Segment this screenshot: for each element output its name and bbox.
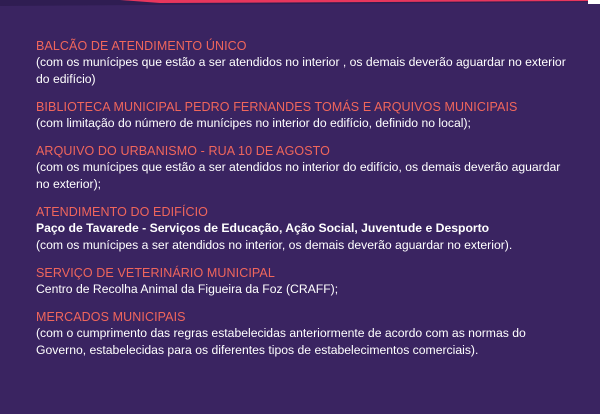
section-body: (com limitação do número de munícipes no interior do edifício, definido no local); (36, 116, 471, 130)
section-mercados (36, 309, 576, 359)
section-heading: MERCADOS MUNICIPAIS (36, 309, 186, 324)
section-atendimento-edificio (36, 204, 576, 254)
section-body: (com os munícipes que estão a ser atendidos no interior do edifício, os demais deverão aguardar no exterior); (36, 160, 561, 191)
section-heading: ARQUIVO DO URBANISMO - RUA 10 DE AGOSTO (36, 144, 331, 158)
section-heading: SERVIÇO DE VETERINÁRIO MUNICIPAL (36, 265, 275, 280)
section-body: (com os munícipes que estão a ser atendidos no interior , os demais deverão aguardar no exterior do edifício) (36, 55, 566, 86)
section-subheading: Paço de Tavarede - Serviços de Educação, Ação Social, Juventude e Desporto (36, 221, 490, 235)
section-body: (com o cumprimento das regras estabelecidas anteriormente de acordo com as normas do Governo, estabelecidas para os diferentes tipos de estabelecimentos comerciais). (36, 325, 526, 357)
section-veterinario (36, 265, 576, 298)
section-body: (com os munícipes a ser atendidos no interior, os demais deverão aguardar no exterior). (36, 237, 513, 252)
section-arquivo-urbanismo (36, 143, 576, 193)
section-biblioteca (36, 99, 576, 132)
section-heading: BIBLIOTECA MUNICIPAL PEDRO FERNANDES TOMÁS E ARQUIVOS MUNICIPAIS (36, 100, 518, 114)
section-balcao (36, 38, 576, 88)
services-list (36, 38, 576, 370)
top-decorative-stripe (0, 0, 600, 18)
section-body: Centro de Recolha Animal da Figueira da Foz (CRAFF); (36, 281, 339, 296)
section-heading: BALCÃO DE ATENDIMENTO ÚNICO (36, 39, 247, 53)
section-heading: ATENDIMENTO DO EDIFÍCIO (36, 205, 208, 219)
